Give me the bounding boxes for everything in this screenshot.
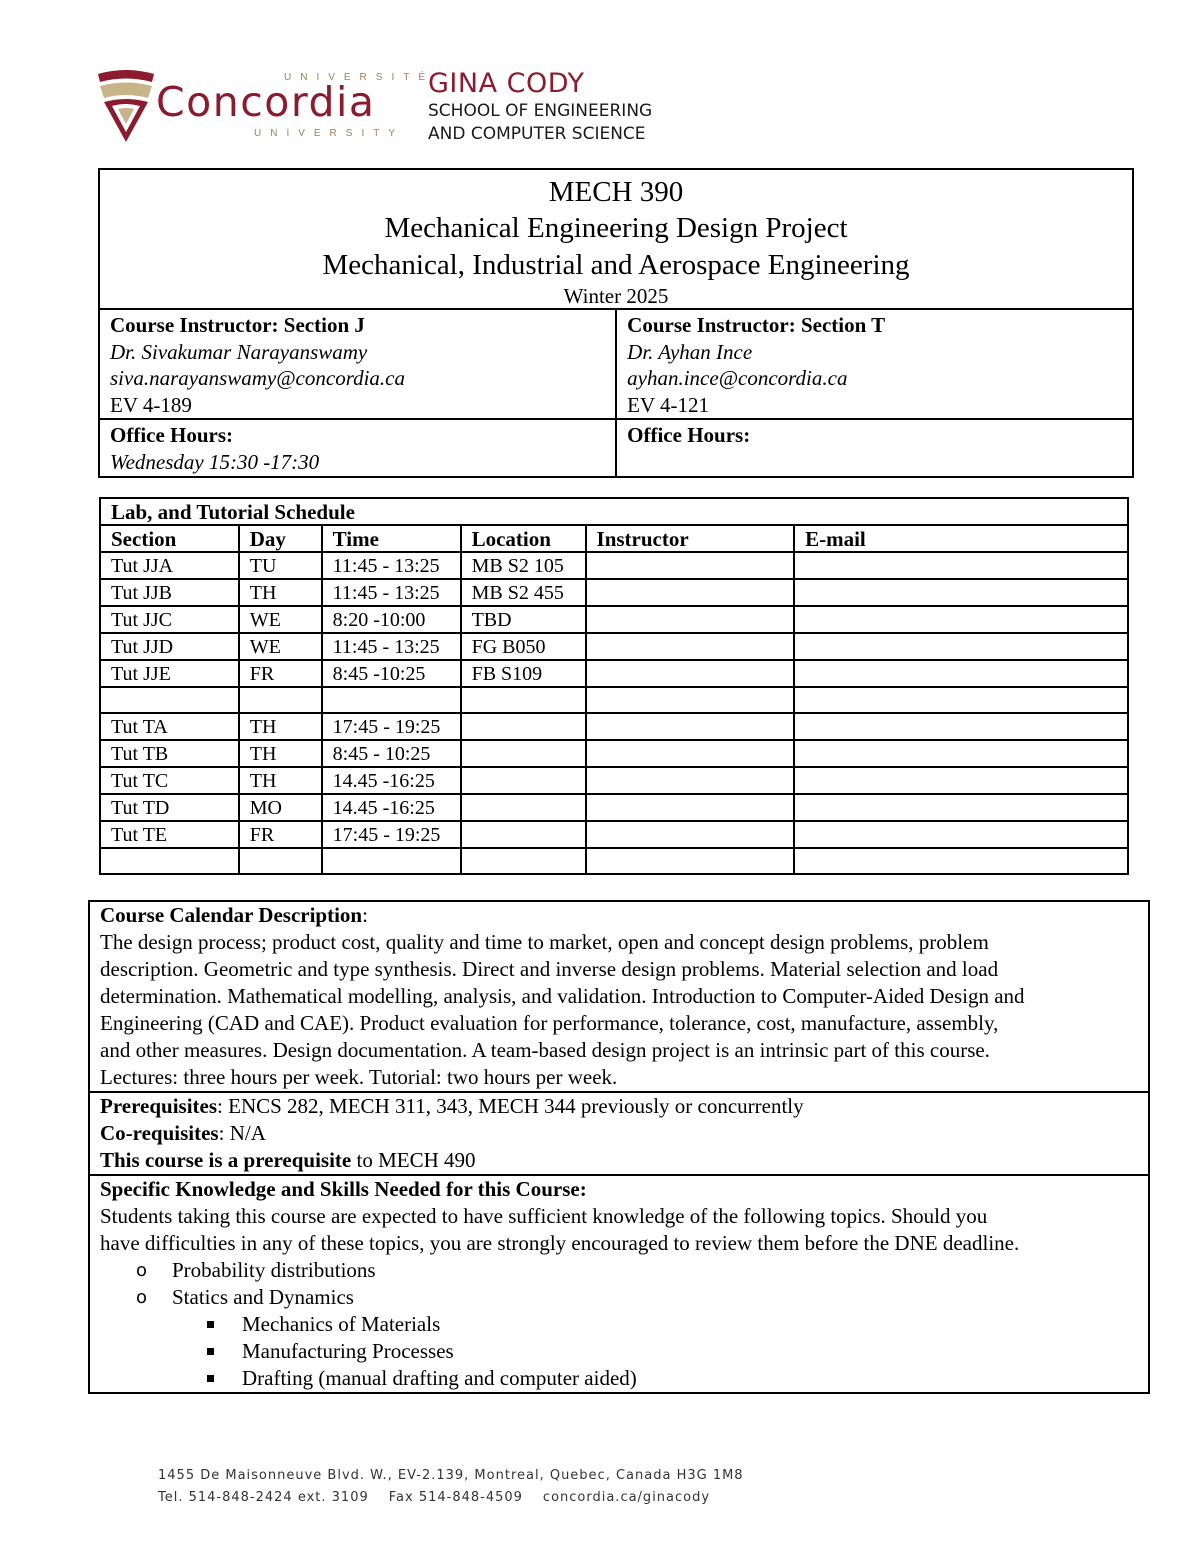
cell-email: [794, 740, 1128, 767]
course-term: Winter 2025: [563, 284, 669, 308]
instructor-name: Dr. Ayhan Ince: [627, 339, 753, 364]
course-description-table: [88, 900, 1150, 1394]
cell-section: Tut TE: [100, 821, 239, 848]
table-row: [100, 713, 1128, 740]
cell-location: [461, 740, 586, 767]
school-name: GINA CODY: [428, 68, 585, 99]
cell-instructor: [586, 687, 795, 713]
cell-section: [100, 848, 239, 874]
corequisites-label: Co-requisites: [100, 1121, 219, 1145]
cell-time: 8:45 -10:25: [322, 660, 461, 687]
description-line: Lectures: three hours per week. Tutorial: two hours per week.: [100, 1065, 618, 1089]
description-heading-colon: :: [362, 903, 368, 927]
cell-email: [794, 821, 1128, 848]
table-row: [100, 687, 1128, 713]
column-header-time: Time: [322, 525, 461, 552]
footer-web[interactable]: concordia.ca/ginacody: [542, 1490, 711, 1505]
instructor-office: EV 4-189: [110, 392, 192, 417]
cell-section: Tut JJB: [100, 579, 239, 606]
cell-instructor: [586, 713, 795, 740]
instructor-heading: Course Instructor: Section T: [627, 313, 886, 337]
course-department: Mechanical, Industrial and Aerospace Engineering: [322, 249, 910, 281]
description-heading: Course Calendar Description: [100, 903, 363, 927]
cell-day: [239, 848, 322, 874]
cell-time: 14.45 -16:25: [322, 767, 461, 794]
column-header-email: E-mail: [794, 525, 1128, 552]
cell-instructor: [586, 740, 795, 767]
table-row: [100, 794, 1128, 821]
cell-email: [794, 713, 1128, 740]
cell-instructor: [586, 579, 795, 606]
course-code: MECH 390: [548, 176, 684, 208]
calendar-description-cell: [89, 901, 1149, 1092]
skill-list-item: o Probability distributions: [100, 1257, 1138, 1284]
column-header-location: Location: [461, 525, 586, 552]
cell-instructor: [586, 767, 795, 794]
table-row: [100, 579, 1128, 606]
cell-location: TBD: [461, 606, 586, 633]
cell-location: [461, 821, 586, 848]
skills-cell: [89, 1175, 1149, 1393]
description-line: and other measures. Design documentation. A team-based design project is an intrinsic part of this course.: [100, 1038, 990, 1062]
cell-time: 11:45 - 13:25: [322, 633, 461, 660]
cell-time: 17:45 - 19:25: [322, 821, 461, 848]
skills-heading: Specific Knowledge and Skills Needed for this Course:: [100, 1177, 587, 1201]
cell-location: [461, 794, 586, 821]
cell-day: FR: [239, 660, 322, 687]
cell-section: [100, 687, 239, 713]
description-line: Engineering (CAD and CAE). Product evaluation for performance, tolerance, cost, manufacture, assembly,: [100, 1011, 999, 1035]
cell-email: [794, 767, 1128, 794]
cell-email: [794, 633, 1128, 660]
cell-time: [322, 848, 461, 874]
cell-section: Tut JJA: [100, 552, 239, 579]
skills-intro-line: have difficulties in any of these topics, you are strongly encouraged to review them before the DNE deadline.: [100, 1231, 1020, 1255]
cell-instructor: [586, 633, 795, 660]
skills-intro-line: Students taking this course are expected to have sufficient knowledge of the following topics. Should you: [100, 1204, 988, 1228]
table-row: [100, 740, 1128, 767]
cell-day: [239, 687, 322, 713]
office-hours-label: Office Hours:: [627, 423, 751, 447]
cell-email: [794, 579, 1128, 606]
cell-email: [794, 552, 1128, 579]
page-footer: [158, 1465, 744, 1509]
column-header-section: Section: [100, 525, 239, 552]
cell-email: [794, 687, 1128, 713]
school-line-2: AND COMPUTER SCIENCE: [428, 124, 646, 144]
cell-location: MB S2 455: [461, 579, 586, 606]
cell-location: [461, 713, 586, 740]
skill-sublist-item: Mechanics of Materials: [100, 1311, 1138, 1338]
cell-section: Tut TA: [100, 713, 239, 740]
cell-day: WE: [239, 633, 322, 660]
cell-section: Tut JJE: [100, 660, 239, 687]
concordia-logo: [96, 66, 435, 146]
school-line-1: SCHOOL OF ENGINEERING: [428, 101, 653, 121]
instructor-heading: Course Instructor: Section J: [110, 313, 365, 337]
instructor-name: Dr. Sivakumar Narayanswamy: [110, 339, 368, 364]
cell-section: Tut JJC: [100, 606, 239, 633]
office-hours-label: Office Hours:: [110, 423, 234, 447]
skill-sublist-item: Drafting (manual drafting and computer aided): [100, 1365, 1138, 1392]
cell-location: FG B050: [461, 633, 586, 660]
prerequisite-for-label: This course is a prerequisite: [100, 1148, 352, 1172]
schedule-table: [99, 497, 1129, 875]
description-line: description. Geometric and type synthesis. Direct and inverse design problems. Material selection and load: [100, 957, 999, 981]
concordia-shield-icon: [96, 68, 156, 144]
cell-day: TH: [239, 767, 322, 794]
cell-instructor: [586, 794, 795, 821]
footer-fax: Fax 514-848-4509: [388, 1490, 523, 1505]
cell-time: 8:20 -10:00: [322, 606, 461, 633]
cell-email: [794, 660, 1128, 687]
cell-email: [794, 848, 1128, 874]
logo-university-text: UNIVERSITY: [254, 128, 405, 139]
instructor-email[interactable]: siva.narayanswamy@concordia.ca: [110, 366, 405, 390]
description-line: determination. Mathematical modelling, analysis, and validation. Introduction to Computer-Aided Design and: [100, 984, 1025, 1008]
cell-time: 17:45 - 19:25: [322, 713, 461, 740]
cell-location: [461, 687, 586, 713]
cell-section: Tut TB: [100, 740, 239, 767]
cell-location: [461, 848, 586, 874]
cell-day: WE: [239, 606, 322, 633]
prerequisite-for-value: to MECH 490: [351, 1148, 476, 1172]
course-info-table: [98, 168, 1134, 478]
footer-address: 1455 De Maisonneuve Blvd. W., EV-2.139, Montreal, Quebec, Canada H3G 1M8: [158, 1468, 744, 1483]
cell-day: TH: [239, 740, 322, 767]
table-row: [100, 767, 1128, 794]
table-row: [100, 552, 1128, 579]
requisites-cell: [89, 1092, 1149, 1175]
course-title: Mechanical Engineering Design Project: [384, 212, 848, 244]
table-row: [100, 606, 1128, 633]
cell-location: [461, 767, 586, 794]
cell-section: Tut JJD: [100, 633, 239, 660]
table-row: [100, 821, 1128, 848]
cell-time: [322, 687, 461, 713]
cell-section: Tut TD: [100, 794, 239, 821]
instructor-cell-section-t: [616, 309, 1133, 419]
cell-instructor: [586, 552, 795, 579]
logo-concordia-text: Concordia: [156, 78, 376, 126]
cell-time: 14.45 -16:25: [322, 794, 461, 821]
cell-day: FR: [239, 821, 322, 848]
table-row: [100, 633, 1128, 660]
instructor-email[interactable]: ayhan.ince@concordia.ca: [627, 366, 848, 390]
description-line: The design process; product cost, quality and time to market, open and concept design problems, problem: [100, 930, 989, 954]
cell-location: FB S109: [461, 660, 586, 687]
cell-time: 8:45 - 10:25: [322, 740, 461, 767]
prerequisites-label: Prerequisites: [100, 1094, 218, 1118]
office-hours-value: Wednesday 15:30 -17:30: [110, 450, 320, 474]
school-logo: [428, 68, 652, 146]
office-hours-cell-section-j: [99, 419, 616, 477]
column-header-day: Day: [239, 525, 322, 552]
cell-day: TH: [239, 579, 322, 606]
cell-day: TH: [239, 713, 322, 740]
instructor-cell-section-j: [99, 309, 616, 419]
cell-instructor: [586, 660, 795, 687]
office-hours-cell-section-t: [616, 419, 1133, 477]
table-row: [100, 660, 1128, 687]
course-title-cell: [99, 169, 1133, 309]
cell-instructor: [586, 606, 795, 633]
instructor-office: EV 4-121: [627, 392, 710, 417]
cell-time: 11:45 - 13:25: [322, 552, 461, 579]
skill-sublist-item: Manufacturing Processes: [100, 1338, 1138, 1365]
column-header-instructor: Instructor: [586, 525, 795, 552]
table-row: [100, 848, 1128, 874]
logo-universite-text: UNIVERSITÉ: [284, 72, 435, 83]
prerequisites-value: : ENCS 282, MECH 311, 343, MECH 344 previously or concurrently: [217, 1094, 804, 1118]
schedule-caption: Lab, and Tutorial Schedule: [100, 498, 1128, 525]
cell-email: [794, 606, 1128, 633]
cell-section: Tut TC: [100, 767, 239, 794]
cell-time: 11:45 - 13:25: [322, 579, 461, 606]
cell-day: MO: [239, 794, 322, 821]
cell-instructor: [586, 821, 795, 848]
cell-email: [794, 794, 1128, 821]
skill-list-item: o Statics and Dynamics: [100, 1284, 1138, 1311]
cell-location: MB S2 105: [461, 552, 586, 579]
cell-instructor: [586, 848, 795, 874]
corequisites-value: : N/A: [218, 1121, 266, 1145]
cell-day: TU: [239, 552, 322, 579]
footer-tel: Tel. 514-848-2424 ext. 3109: [158, 1490, 369, 1505]
